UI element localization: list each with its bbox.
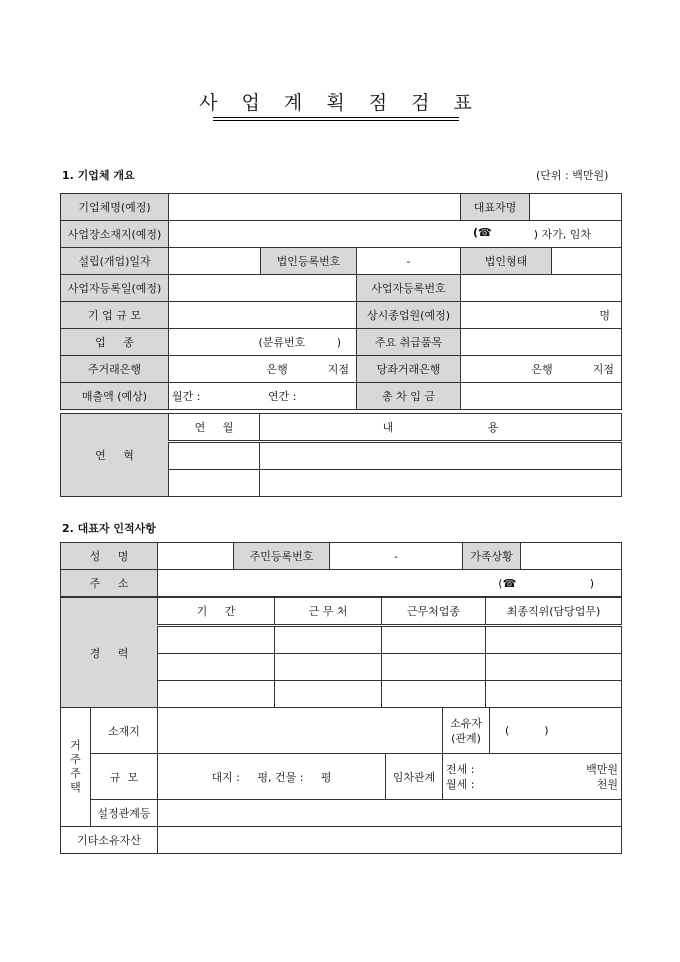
history-label: 연 혁: [61, 414, 169, 497]
rep-name-field[interactable]: [158, 543, 234, 570]
career-header-industry: 근무처업종: [382, 598, 486, 626]
title-underline-2: [213, 120, 459, 121]
unit-label: (단위 : 백만원): [536, 169, 609, 182]
owner-value: ( ): [505, 724, 549, 737]
history-date-header: 연 월: [169, 414, 260, 442]
resident-dash: -: [394, 549, 398, 563]
sales-field[interactable]: [169, 383, 357, 410]
corp-reg-no-label: 법인등록번호: [261, 248, 357, 275]
career-header-period: 기 간: [158, 598, 275, 626]
owner-label-line2: (관계): [451, 731, 481, 745]
checking-bank-label: 당좌거래은행: [357, 356, 461, 383]
main-bank-field[interactable]: [169, 356, 357, 383]
resident-no-field[interactable]: [330, 543, 463, 570]
main-items-field[interactable]: [461, 329, 622, 356]
corp-reg-no-field[interactable]: [357, 248, 461, 275]
rep-name-label: 성 명: [61, 543, 158, 570]
section2-heading: 2. 대표자 인적사항: [62, 522, 156, 535]
section1-heading: 1. 기업체 개요: [62, 169, 135, 182]
career-label: 경 력: [61, 598, 158, 708]
established-date-field[interactable]: [169, 248, 261, 275]
borrowing-label: 총 차 입 금: [357, 383, 461, 410]
company-overview-table: [60, 193, 622, 410]
resident-no-label: 주민등록번호: [234, 543, 330, 570]
representative-table: [60, 542, 622, 597]
history-date-field[interactable]: [169, 442, 260, 470]
history-table: [60, 413, 622, 497]
rep-phone-text: (☎ ): [498, 576, 595, 590]
biz-reg-date-field[interactable]: [169, 275, 357, 302]
rep-address-label: 주 소: [61, 570, 158, 597]
career-industry-field[interactable]: [382, 681, 486, 708]
rep-address-field[interactable]: [158, 570, 622, 597]
corp-type-label: 법인형태: [461, 248, 552, 275]
company-scale-label: 기 업 규 모: [61, 302, 169, 329]
checking-bank-field[interactable]: [461, 356, 622, 383]
employees-field[interactable]: [461, 302, 622, 329]
location-label: 소재지: [91, 708, 158, 754]
career-header-position: 최종직위(담당업무): [486, 598, 622, 626]
industry-field[interactable]: [169, 329, 357, 356]
residence-label-text: 거주주택: [70, 739, 81, 794]
jeonse-unit: 백만원: [586, 762, 619, 776]
career-workplace-field[interactable]: [275, 681, 382, 708]
industry-label: 업 종: [61, 329, 169, 356]
employees-label: 상시종업원(예정): [357, 302, 461, 329]
borrowing-field[interactable]: [461, 383, 622, 410]
other-assets-field[interactable]: [158, 827, 622, 854]
owner-label: [443, 708, 490, 754]
checking-branch-text: 지점: [592, 363, 614, 376]
main-items-label: 주요 취급품목: [357, 329, 461, 356]
corp-reg-dash: -: [406, 254, 411, 268]
career-workplace-field[interactable]: [275, 626, 382, 654]
other-assets-label: 기타소유자산: [61, 827, 158, 854]
lease-label: 임차관계: [386, 754, 443, 800]
established-date-label: 설립(개업)일자: [61, 248, 169, 275]
address-label: 사업장소재지(예정): [61, 221, 169, 248]
biz-reg-no-label: 사업자등록번호: [357, 275, 461, 302]
document-title: 사 업 계 획 점 검 표: [199, 92, 481, 114]
residence-label: [61, 708, 91, 827]
ceo-name-field[interactable]: [530, 194, 622, 221]
biz-reg-date-label: 사업자등록일(예정): [61, 275, 169, 302]
size-text: 대지 : 평, 건물 : 평: [211, 770, 332, 784]
main-bank-label: 주거래은행: [61, 356, 169, 383]
career-position-field[interactable]: [486, 681, 622, 708]
corp-type-field[interactable]: [552, 248, 622, 275]
history-content-field[interactable]: [260, 470, 622, 497]
phone-symbol: (☎: [472, 226, 492, 239]
career-table: [60, 597, 622, 708]
wolse-unit: 천원: [596, 777, 619, 791]
class-no-text: (분류번호 ): [258, 336, 341, 349]
mortgage-field[interactable]: [158, 800, 622, 827]
size-label: 규 모: [91, 754, 158, 800]
owner-label-line1: 소유자: [450, 716, 482, 730]
jeonse-label: 전세 :: [446, 762, 475, 776]
ownership-text: ) 자가, 임차: [533, 228, 591, 241]
career-period-field[interactable]: [158, 654, 275, 681]
company-name-field[interactable]: [169, 194, 461, 221]
career-period-field[interactable]: [158, 681, 275, 708]
lease-field[interactable]: [443, 754, 622, 800]
main-branch-text: 지점: [327, 363, 349, 376]
history-content-header: 내 용: [260, 414, 622, 442]
family-label: 가족상황: [463, 543, 521, 570]
location-field[interactable]: [158, 708, 443, 754]
career-industry-field[interactable]: [382, 626, 486, 654]
sales-label: 매출액 (예상): [61, 383, 169, 410]
ceo-name-label: 대표자명: [461, 194, 530, 221]
career-industry-field[interactable]: [382, 654, 486, 681]
checking-bank-text: 은행: [531, 363, 553, 376]
wolse-label: 월세 :: [446, 777, 475, 791]
biz-reg-no-field[interactable]: [461, 275, 622, 302]
career-workplace-field[interactable]: [275, 654, 382, 681]
career-position-field[interactable]: [486, 626, 622, 654]
title-underline: [213, 117, 459, 118]
owner-field[interactable]: [490, 708, 622, 754]
career-header-workplace: 근 무 처: [275, 598, 382, 626]
main-bank-text: 은행: [266, 363, 288, 376]
history-date-field[interactable]: [169, 470, 260, 497]
mortgage-label: 설정관계등: [91, 800, 158, 827]
monthly-text: 월간 :: [172, 390, 201, 403]
size-field[interactable]: [158, 754, 386, 800]
address-field[interactable]: [169, 221, 622, 248]
family-field[interactable]: [521, 543, 622, 570]
residence-table: [60, 707, 622, 854]
career-period-field[interactable]: [158, 626, 275, 654]
career-position-field[interactable]: [486, 654, 622, 681]
employees-unit: 명: [599, 309, 610, 322]
history-content-field[interactable]: [260, 442, 622, 470]
company-scale-field[interactable]: [169, 302, 357, 329]
annual-text: 연간 :: [267, 390, 297, 403]
company-name-label: 기업체명(예정): [61, 194, 169, 221]
